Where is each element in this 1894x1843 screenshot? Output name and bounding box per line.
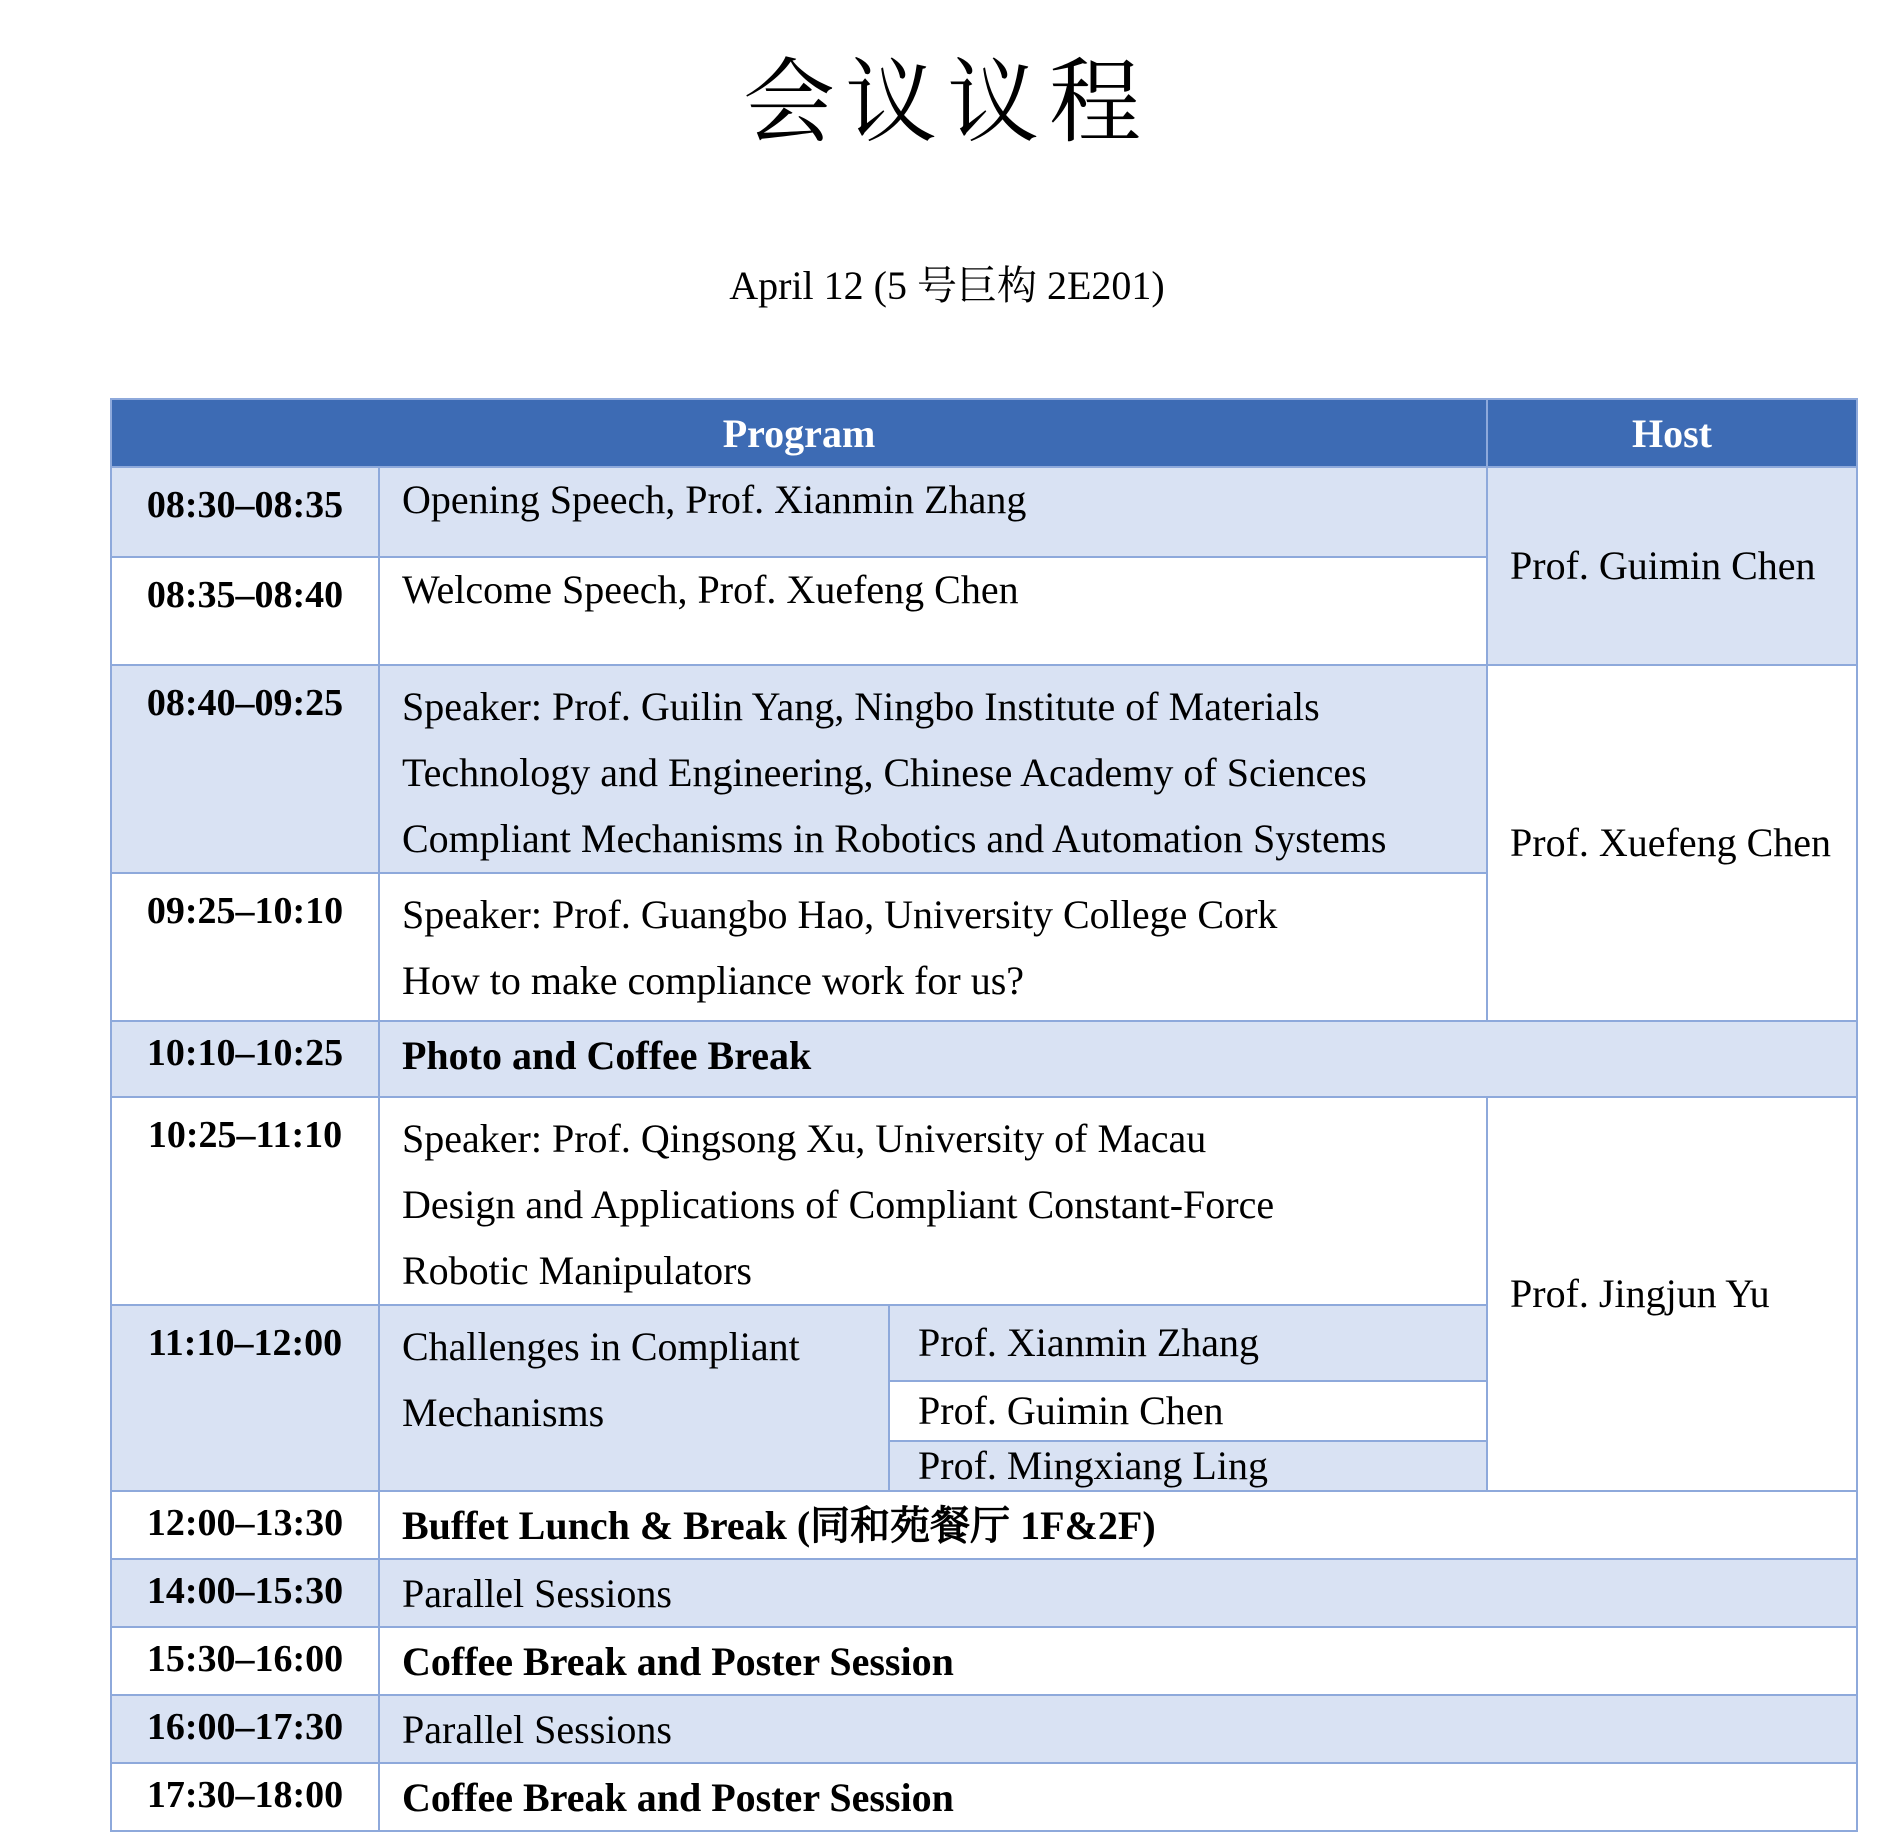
program-line: Speaker: Prof. Guangbo Hao, University College Cork <box>402 892 1278 937</box>
program-line: Compliant Mechanisms in Robotics and Automation Systems <box>402 816 1387 861</box>
program-line: Technology and Engineering, Chinese Academy of Sciences <box>402 750 1367 795</box>
panelist-cell: Prof. Guimin Chen <box>889 1381 1487 1441</box>
program-cell: Parallel Sessions <box>379 1559 1857 1627</box>
program-line: Design and Applications of Compliant Constant-Force <box>402 1182 1275 1227</box>
agenda-table <box>110 398 1858 1832</box>
table-row <box>111 1559 1857 1627</box>
table-row <box>111 1763 1857 1831</box>
time-cell: 11:10–12:00 <box>111 1305 379 1491</box>
time-cell: 08:40–09:25 <box>111 665 379 873</box>
panelist-cell: Prof. Xianmin Zhang <box>889 1305 1487 1381</box>
program-cell <box>379 873 1487 1021</box>
page-title: 会议议程 <box>742 49 1151 156</box>
time-cell: 12:00–13:30 <box>111 1491 379 1559</box>
program-text: Opening Speech, Prof. Xianmin Zhang <box>402 477 1027 522</box>
table-row <box>111 1695 1857 1763</box>
program-cell <box>379 665 1487 873</box>
program-cell <box>379 1305 889 1491</box>
table-header-row <box>111 399 1857 467</box>
host-cell: Prof. Guimin Chen <box>1487 467 1857 665</box>
time-cell: 08:35–08:40 <box>111 557 379 665</box>
panelist-cell: Prof. Mingxiang Ling <box>889 1441 1487 1491</box>
time-cell: 14:00–15:30 <box>111 1559 379 1627</box>
table-row <box>111 1627 1857 1695</box>
time-cell: 10:25–11:10 <box>111 1097 379 1305</box>
program-cell: Parallel Sessions <box>379 1695 1857 1763</box>
program-cell <box>379 1097 1487 1305</box>
host-cell: Prof. Jingjun Yu <box>1487 1097 1857 1491</box>
time-cell: 17:30–18:00 <box>111 1763 379 1831</box>
program-text: Welcome Speech, Prof. Xuefeng Chen <box>402 567 1019 612</box>
time-cell: 15:30–16:00 <box>111 1627 379 1695</box>
program-cell: Coffee Break and Poster Session <box>379 1627 1857 1695</box>
time-cell: 16:00–17:30 <box>111 1695 379 1763</box>
program-line: Mechanisms <box>402 1390 605 1435</box>
time-cell: 08:30–08:35 <box>111 467 379 557</box>
program-line: Challenges in Compliant <box>402 1324 800 1369</box>
time-cell: 10:10–10:25 <box>111 1021 379 1097</box>
program-line: How to make compliance work for us? <box>402 958 1025 1003</box>
program-cell <box>379 467 1487 557</box>
program-line: Robotic Manipulators <box>402 1248 752 1293</box>
time-cell: 09:25–10:10 <box>111 873 379 1021</box>
host-cell: Prof. Xuefeng Chen <box>1487 665 1857 1021</box>
table-row <box>111 467 1857 557</box>
table-row <box>111 1097 1857 1305</box>
program-cell: Photo and Coffee Break <box>379 1021 1857 1097</box>
date-venue-subtitle: April 12 (5 号巨构 2E201) <box>729 263 1165 308</box>
table-row <box>111 665 1857 873</box>
program-line: Speaker: Prof. Qingsong Xu, University of Macau <box>402 1116 1207 1161</box>
host-header: Host <box>1487 399 1857 467</box>
program-cell: Coffee Break and Poster Session <box>379 1763 1857 1831</box>
program-line: Speaker: Prof. Guilin Yang, Ningbo Institute of Materials <box>402 684 1320 729</box>
table-row <box>111 1491 1857 1559</box>
program-header: Program <box>111 399 1487 467</box>
program-cell <box>379 557 1487 665</box>
program-cell: Buffet Lunch & Break (同和苑餐厅 1F&2F) <box>379 1491 1857 1559</box>
table-row <box>111 1021 1857 1097</box>
